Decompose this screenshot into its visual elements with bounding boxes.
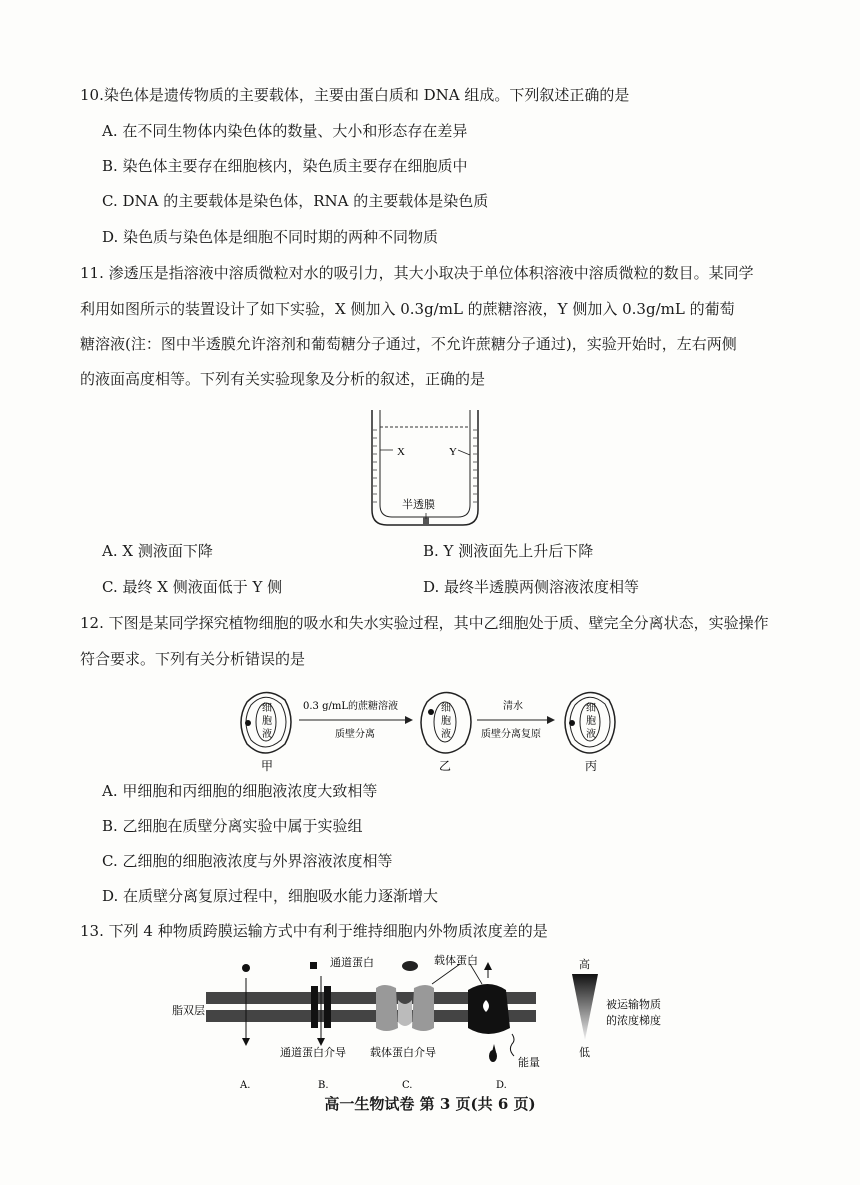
q10-stem: 10.染色体是遗传物质的主要载体，主要由蛋白质和 DNA 组成。下列叙述正确的是 — [80, 86, 630, 104]
q11-stem-line1: 11. 渗透压是指溶液中溶质微粒对水的吸引力，其大小取决于单位体积溶液中溶质微粒的数目。某同学 — [80, 264, 754, 282]
q12-option-c: C. 乙细胞的细胞液浓度与外界溶液浓度相等 — [102, 852, 393, 870]
svg-text:细: 细 — [262, 703, 272, 714]
q12-stem-line1: 12. 下图是某同学探究植物细胞的吸水和失水实验过程，其中乙细胞处于质、壁完全分离状态，实验操作 — [80, 614, 769, 632]
label-lipid-bilayer: 脂双层 — [172, 1004, 205, 1017]
label-membrane: 半透膜 — [402, 498, 435, 511]
svg-text:液: 液 — [586, 729, 596, 740]
label-channel-protein: 通道蛋白 — [330, 956, 374, 969]
arrow1-top-label: 0.3 g/mL的蔗糖溶液 — [303, 701, 398, 712]
label-yi: 乙 — [439, 759, 452, 773]
label-c: C. — [402, 1080, 413, 1091]
arrow2-bottom-label: 质壁分离复原 — [481, 729, 541, 740]
label-bing: 丙 — [585, 759, 598, 773]
q11-stem-line4: 的液面高度相等。下列有关实验现象及分析的叙述，正确的是 — [80, 370, 486, 388]
cell-jia — [241, 692, 291, 753]
label-b: B. — [318, 1080, 329, 1091]
q10-option-d: D. 染色质与染色体是细胞不同时期的两种不同物质 — [102, 228, 439, 246]
q10-option-c: C. DNA 的主要载体是染色体，RNA 的主要载体是染色质 — [102, 192, 489, 210]
svg-text:细: 细 — [441, 703, 451, 714]
svg-text:胞: 胞 — [262, 716, 272, 727]
q12-option-d: D. 在质壁分离复原过程中，细胞吸水能力逐渐增大 — [102, 887, 439, 905]
cell-bing — [565, 692, 615, 753]
svg-text:细: 细 — [586, 703, 596, 714]
label-carrier-protein: 载体蛋白 — [434, 954, 478, 967]
label-gradient-line1: 被运输物质 — [606, 998, 661, 1011]
concentration-gradient-wedge — [572, 974, 598, 1040]
u-tube-diagram — [360, 405, 500, 530]
q11-option-c: C. 最终 X 侧液面低于 Y 侧 — [102, 578, 283, 596]
label-carrier-mediated: 载体蛋白介导 — [370, 1046, 436, 1059]
q12-option-b: B. 乙细胞在质壁分离实验中属于实验组 — [102, 817, 363, 835]
q10-option-a: A. 在不同生物体内染色体的数量、大小和形态存在差异 — [102, 122, 468, 140]
membrane-transport-diagram — [170, 948, 710, 1093]
cell-yi — [421, 692, 471, 753]
label-a: A. — [240, 1080, 251, 1091]
svg-text:胞: 胞 — [441, 716, 451, 727]
q11-option-d: D. 最终半透膜两侧溶液浓度相等 — [423, 578, 640, 596]
svg-text:液: 液 — [441, 729, 451, 740]
q10-option-b: B. 染色体主要存在细胞核内，染色质主要存在细胞质中 — [102, 157, 468, 175]
label-gradient-line2: 的浓度梯度 — [606, 1014, 661, 1027]
svg-text:液: 液 — [262, 729, 272, 740]
label-d: D. — [496, 1080, 507, 1091]
q11-option-a: A. X 测液面下降 — [102, 542, 213, 560]
q13-stem: 13. 下列 4 种物质跨膜运输方式中有利于维持细胞内外物质浓度差的是 — [80, 922, 548, 940]
q12-option-a: A. 甲细胞和丙细胞的细胞液浓度大致相等 — [102, 782, 378, 800]
label-high: 高 — [579, 958, 590, 971]
label-y: Y — [449, 446, 457, 458]
q12-stem-line2: 符合要求。下列有关分析错误的是 — [80, 650, 306, 668]
label-x: X — [397, 446, 405, 458]
label-low: 低 — [579, 1046, 590, 1059]
label-jia: 甲 — [261, 759, 274, 773]
page-footer: 高一生物试卷 第 3 页(共 6 页) — [324, 1095, 536, 1113]
q11-stem-line3: 糖溶液(注：图中半透膜允许溶剂和葡萄糖分子通过，不允许蔗糖分子通过)，实验开始时，左右两侧 — [80, 335, 737, 353]
svg-text:胞: 胞 — [586, 716, 596, 727]
label-energy: 能量 — [518, 1056, 540, 1069]
arrow1-bottom-label: 质壁分离 — [335, 729, 375, 740]
arrow2-top-label: 清水 — [503, 701, 523, 712]
label-channel-mediated: 通道蛋白介导 — [280, 1046, 346, 1059]
q11-stem-line2: 利用如图所示的装置设计了如下实验，X 侧加入 0.3g/mL 的蔗糖溶液，Y 侧加入 0.3g/mL 的葡萄 — [80, 300, 735, 318]
q11-option-b: B. Y 测液面先上升后下降 — [423, 542, 594, 560]
plasmolysis-diagram — [235, 682, 635, 774]
